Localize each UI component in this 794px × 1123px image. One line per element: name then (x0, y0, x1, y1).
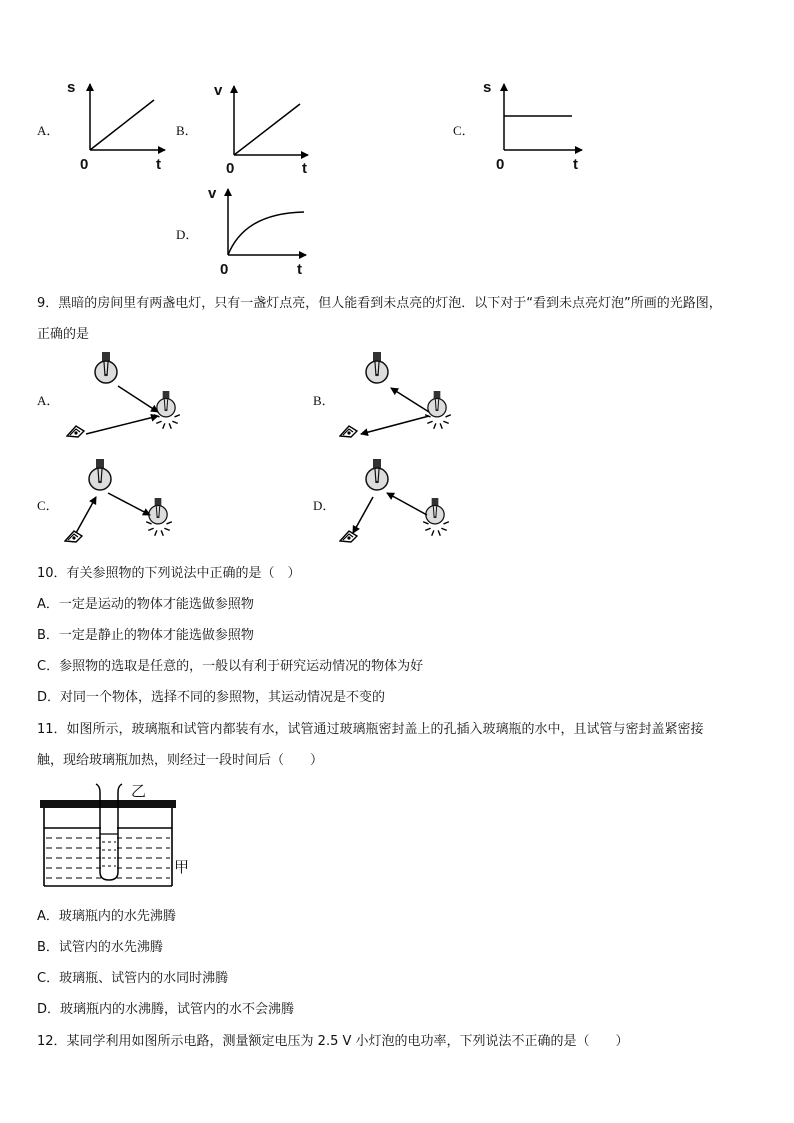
option-letter: A． (37, 393, 60, 408)
origin-label: 0 (220, 261, 229, 278)
q10-option-a: A．一定是运动的物体才能选做参照物 (37, 597, 254, 612)
unlit-bulb-icon (366, 459, 388, 490)
eye-icon (67, 426, 84, 437)
light-path-diagram-d (335, 455, 475, 550)
q11-option-c: C．玻璃瓶、试管内的水同时沸腾 (37, 971, 229, 986)
option-letter: C． (37, 498, 59, 513)
y-axis-label: v (214, 82, 223, 99)
q11-stem-line2: 触，现给玻璃瓶加热，则经过一段时间后（ ） (37, 753, 324, 768)
q9-stem-line2: 正确的是 (37, 327, 90, 342)
origin-label: 0 (496, 156, 505, 173)
graph-line (234, 104, 300, 155)
graph-curve (228, 212, 304, 255)
eye-icon (340, 426, 357, 437)
test-tube-label: 乙 (131, 782, 147, 800)
q11-option-b: B．试管内的水先沸腾 (37, 940, 163, 955)
q9-stem-line1: 9．黑暗的房间里有两盏电灯，只有一盏灯点亮，但人能看到未点亮的灯泡．以下对于“看到未点亮灯泡”所画的光路图， (37, 296, 722, 311)
x-axis-label: t (297, 261, 302, 278)
option-letter: A． (37, 123, 60, 138)
q12-stem: 12．某同学利用如图所示电路，测量额定电压为 2.5 V 小灯泡的电功率，下列说法不正确的是（ ） (37, 1034, 629, 1049)
x-axis-label: t (573, 156, 578, 173)
option-letter: C． (453, 123, 475, 138)
unlit-bulb-icon (95, 352, 117, 383)
bottle-label: 甲 (174, 858, 190, 876)
q11-stem-line1: 11．如图所示，玻璃瓶和试管内都装有水，试管通过玻璃瓶密封盖上的孔插入玻璃瓶的水中，且试管与密封盖紧密接 (37, 722, 704, 737)
lit-bulb-icon (428, 391, 446, 417)
q11-option-d: D．玻璃瓶内的水沸腾，试管内的水不会沸腾 (37, 1002, 295, 1017)
unlit-bulb-icon (89, 459, 111, 490)
option-letter: B． (313, 393, 335, 408)
q10-option-b: B．一定是静止的物体才能选做参照物 (37, 628, 254, 643)
eye-icon (65, 531, 82, 542)
option-letter: D． (176, 227, 199, 242)
y-axis-label: s (483, 79, 492, 96)
q10-option-d: D．对同一个物体，选择不同的参照物，其运动情况是不变的 (37, 690, 386, 705)
lit-bulb-icon (426, 498, 444, 524)
light-path-diagram-b (335, 350, 475, 445)
unlit-bulb-icon (366, 352, 388, 383)
x-axis-label: t (156, 156, 161, 173)
q11-option-a: A．玻璃瓶内的水先沸腾 (37, 909, 176, 924)
bottle-tube-diagram (38, 778, 188, 893)
q10-option-c: C．参照物的选取是任意的，一般以有利于研究运动情况的物体为好 (37, 659, 424, 674)
lit-bulb-icon (149, 498, 167, 524)
option-letter: B． (176, 123, 198, 138)
light-path-diagram-a (60, 350, 200, 445)
eye-icon (340, 531, 357, 542)
origin-label: 0 (226, 160, 235, 177)
light-path-diagram-c (60, 455, 200, 550)
y-axis-label: s (67, 79, 76, 96)
origin-label: 0 (80, 156, 89, 173)
graph-line (90, 100, 154, 150)
lit-bulb-icon (157, 391, 175, 417)
y-axis-label: v (208, 185, 217, 202)
x-axis-label: t (302, 160, 307, 177)
q10-stem: 10．有关参照物的下列说法中正确的是（ ） (37, 566, 301, 581)
option-letter: D． (313, 498, 336, 513)
